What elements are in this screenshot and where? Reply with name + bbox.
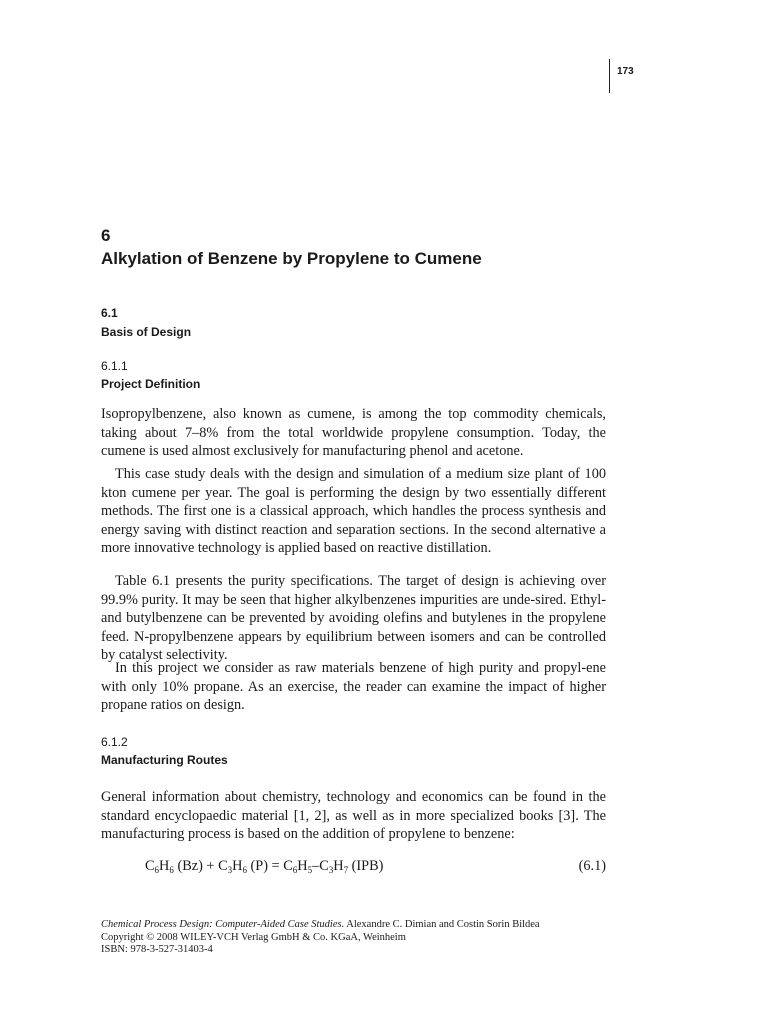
section-number: 6.1	[101, 306, 118, 320]
chemical-equation: $C_6H_6$ $(Bz) + C_3H_6$ $(P) = C_6H_5-C_3H_7$ (IPB)	[145, 858, 384, 875]
book-title: Chemical Process Design: Computer-Aided Case Studies.	[101, 919, 345, 930]
body-paragraph: Isopropylbenzene, also known as cumene, is among the top commodity chemicals, taking about 7–8% from the total worldwide propylene consumption. Today, the cumene is used almost exclusively for manufacturing phenol and acetone.	[101, 406, 606, 460]
body-paragraph: General information about chemistry, technology and economics can be found in the standard encyclopaedic material [1, 2], as well as in more specialized books [3]. The manufacturing process is based on the addition of propylene to benzene:	[101, 789, 606, 843]
page-number-rule	[609, 59, 610, 93]
chapter-number: 6	[101, 226, 111, 245]
subsection-title: Manufacturing Routes	[101, 753, 228, 767]
body-paragraph: In this project we consider as raw materials benzene of high purity and propyl-ene with only 10% propane. As an exercise, the reader can examine the impact of higher propane ratios on design.	[101, 660, 606, 714]
section-title: Basis of Design	[101, 325, 192, 339]
authors: Alexandre C. Dimian and Costin Sorin Bildea	[344, 919, 540, 930]
citation-line	[101, 919, 540, 932]
equation-row	[101, 858, 606, 878]
subsection-number: 6.1.1	[101, 359, 128, 373]
subsection-title: Project Definition	[101, 377, 201, 391]
body-paragraph: This case study deals with the design and simulation of a medium size plant of 100 kton cumene per year. The goal is performing the design by two essentially different methods. The first one is a classical approach, which handles the process synthesis and energy saving with distinct reaction and separation sections. In the second alternative a more innovative technology is applied based on reactive distillation.	[101, 466, 606, 557]
body-paragraph: Table 6.1 presents the purity specifications. The target of design is achieving over 99.9% purity. It may be seen that higher alkylbenzenes impurities are unde-sired. Ethyl- and butylbenzene can be prevented by avoiding olefins and butylenes in the propylene feed. N-propylbenzene appears by equilibrium between isomers and can be controlled by catalyst selectivity.	[101, 573, 606, 664]
chapter-title: Alkylation of Benzene by Propylene to Cumene	[101, 249, 482, 268]
isbn-line: ISBN: 978-3-527-31403-4	[101, 944, 213, 955]
copyright-footer	[101, 919, 540, 957]
page-number: 173	[617, 66, 634, 77]
equation-number: (6.1)	[578, 858, 606, 874]
subsection-number: 6.1.2	[101, 735, 128, 749]
copyright-line: Copyright © 2008 WILEY-VCH Verlag GmbH & Co. KGaA, Weinheim	[101, 931, 406, 943]
